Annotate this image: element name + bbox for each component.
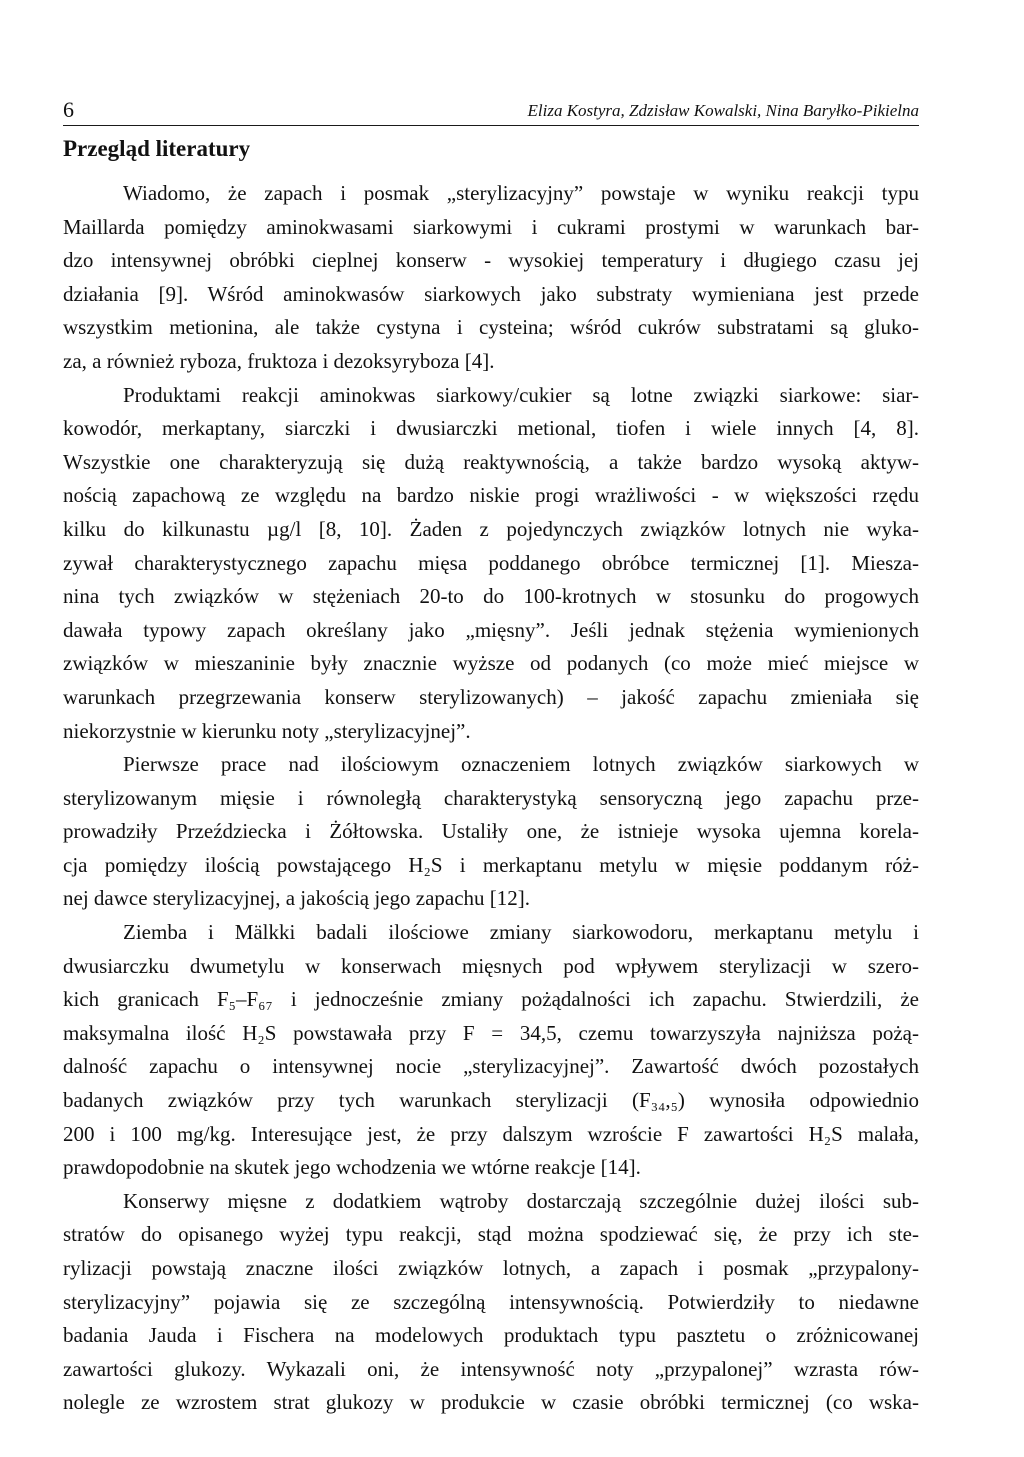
- text-line: Konserwy mięsne z dodatkiem wątroby dostarczają szczególnie dużej ilości sub-: [123, 1188, 919, 1213]
- text-line: związków w mieszaninie były znacznie wyższe od podanych (co może mieć miejsce w: [63, 651, 919, 676]
- body-text: [63, 177, 919, 1420]
- text-line: zawartości glukozy. Wykazali oni, że intensywność noty „przypalonej” wzrasta rów-: [63, 1356, 919, 1381]
- text-line: Wiadomo, że zapach i posmak „sterylizacyjny” powstaje w wyniku reakcji typu: [123, 181, 919, 205]
- text-line: niekorzystnie w kierunku noty „sterylizacyjnej”.: [63, 718, 471, 743]
- text-line: Wszystkie one charakteryzują się dużą reaktywnością, a także bardzo wysoką aktyw-: [63, 449, 919, 474]
- text-line: badanych związków przy tych warunkach sterylizacji (F₃₄,₅) wynosiła odpowiednio: [63, 1088, 919, 1113]
- section-title: Przegląd literatury: [63, 136, 251, 161]
- text-line: stratów do opisanego wyżej typu reakcji, stąd można spodziewać się, że przy ich ste-: [63, 1222, 919, 1247]
- text-line: za, a również ryboza, fruktoza i dezoksyryboza [4].: [63, 348, 495, 373]
- text-line: wszystkim metionina, ale także cystyna i cysteina; wśród cukrów substratami są gluko-: [63, 315, 919, 340]
- text-line: Pierwsze prace nad ilościowym oznaczeniem lotnych związków siarkowych w: [123, 752, 919, 777]
- text-line: prowadziły Przeździecka i Żółtowska. Ustaliły one, że istnieje wysoka ujemna korela-: [63, 819, 919, 844]
- text-line: dawała typowy zapach określany jako „mięsny”. Jeśli jednak stężenia wymienionych: [63, 617, 919, 642]
- text-line: nolegle ze wzrostem strat glukozy w produkcie w czasie obróbki termicznej (co wska-: [63, 1390, 919, 1415]
- text-line: maksymalna ilość H₂S powstawała przy F = 34,5, czemu towarzyszyła najniższa pożą-: [63, 1020, 919, 1045]
- text-line: rylizacji powstają znaczne ilości związków lotnych, a zapach i posmak „przypalony-: [63, 1256, 919, 1280]
- text-line: Ziemba i Mälkki badali ilościowe zmiany siarkowodoru, merkaptanu metylu i: [123, 920, 919, 945]
- text-line: nej dawce sterylizacyjnej, a jakością jego zapachu [12].: [63, 886, 531, 911]
- text-line: zywał charakterystycznego zapachu mięsa poddanego obróbce termicznej [1]. Miesza-: [63, 550, 919, 575]
- text-line: kilku do kilkunastu µg/l [8, 10]. Żaden z pojedynczych związków lotnych nie wyka-: [63, 516, 919, 541]
- page-header: [63, 95, 919, 126]
- text-line: nością zapachową ze względu na bardzo niskie progi wrażliwości - w większości rzędu: [63, 483, 919, 508]
- text-line: działania [9]. Wśród aminokwasów siarkowych jako substraty wymieniana jest przede: [63, 281, 919, 306]
- text-line: badania Jauda i Fischera na modelowych produktach typu pasztetu o zróżnicowanej: [63, 1323, 919, 1348]
- text-line: 200 i 100 mg/kg. Interesujące jest, że przy dalszym wzroście F zawartości H₂S malała,: [63, 1121, 919, 1146]
- page-number: 6: [63, 97, 74, 122]
- text-line: dalność zapachu o intensywnej nocie „sterylizacyjnej”. Zawartość dwóch pozostałych: [63, 1054, 919, 1079]
- text-line: kowodór, merkaptany, siarczki i dwusiarczki metional, tiofen i wiele innych [4, 8].: [63, 416, 919, 441]
- text-line: warunkach przegrzewania konserw sterylizowanych) – jakość zapachu zmieniała się: [63, 684, 919, 709]
- text-line: dzo intensywnej obróbki cieplnej konserw - wysokiej temperatury i długiego czasu jej: [63, 248, 919, 273]
- text-line: sterylizacyjny” pojawia się ze szczególną intensywnością. Potwierdziły to niedawne: [63, 1289, 919, 1314]
- text-line: prawdopodobnie na skutek jego wchodzenia we wtórne reakcje [14].: [63, 1155, 641, 1180]
- text-line: sterylizowanym mięsie i równoległą charakterystyką sensoryczną jego zapachu prze-: [63, 785, 919, 810]
- text-line: dwusiarczku dwumetylu w konserwach mięsnych pod wpływem sterylizacji w szero-: [63, 953, 919, 978]
- text-line: Produktami reakcji aminokwas siarkowy/cukier są lotne związki siarkowe: siar-: [123, 382, 919, 407]
- text-line: kich granicach F₅–F₆₇ i jednocześnie zmiany pożądalności ich zapachu. Stwierdzili, że: [63, 987, 919, 1012]
- text-line: cja pomiędzy ilością powstającego H₂S i merkaptanu metylu w mięsie poddanym róż-: [63, 852, 919, 877]
- running-head-authors: Eliza Kostyra, Zdzisław Kowalski, Nina Baryłko-Pikielna: [527, 101, 919, 120]
- text-line: nina tych związków w stężeniach 20-to do 100-krotnych w stosunku do progowych: [63, 584, 919, 609]
- text-line: Maillarda pomiędzy aminokwasami siarkowymi i cukrami prostymi w warunkach bar-: [63, 214, 919, 239]
